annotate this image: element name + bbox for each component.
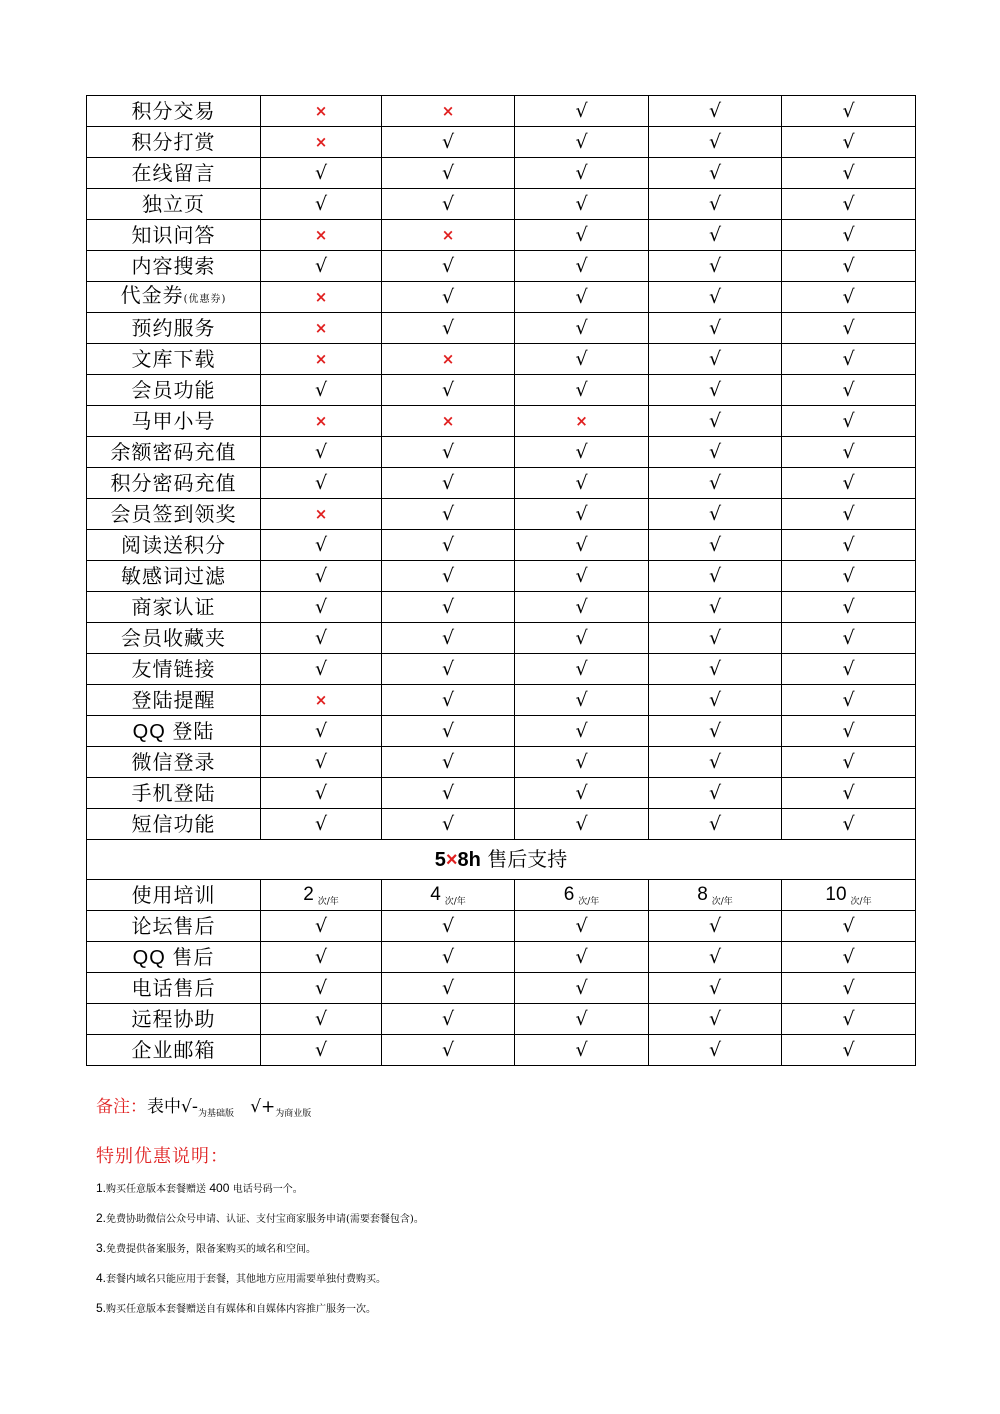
offer-item [96, 1300, 376, 1315]
feature-name [87, 127, 261, 158]
check-icon: √ [649, 809, 782, 840]
offer-item [96, 1210, 424, 1225]
check-icon: √ [261, 911, 382, 942]
check-icon: √ [649, 189, 782, 220]
check-icon: √ [782, 685, 916, 716]
feature-name-text: 文库下载 [131, 347, 216, 371]
feature-name-text: 远程协助 [131, 1007, 216, 1031]
check-icon: √ [261, 592, 382, 623]
check-icon: √ [515, 592, 649, 623]
check-icon: √ [515, 778, 649, 809]
check-icon: √ [382, 530, 515, 561]
check-icon: √ [261, 654, 382, 685]
check-icon: √ [782, 127, 916, 158]
offer-text: 购买任意版本套餐赠送自有媒体和自媒体内容推广服务一次。 [106, 1304, 377, 1315]
check-icon: √ [515, 654, 649, 685]
feature-name-text: 短信功能 [131, 812, 216, 836]
offer-text: 套餐内域名只能应用于套餐，其他地方应用需要单独付费购买。 [106, 1274, 387, 1285]
table-row [87, 592, 916, 623]
cross-icon: × [382, 220, 515, 251]
offer-phone-number: 400 [206, 1181, 233, 1195]
check-icon: √ [782, 313, 916, 344]
check-icon: √ [382, 809, 515, 840]
check-icon: √ [261, 778, 382, 809]
check-icon: √ [382, 251, 515, 282]
feature-name-text: 登陆 [172, 718, 215, 743]
table-row [87, 158, 916, 189]
business-desc: 为商业版 [275, 1109, 312, 1119]
training-unit: 次/年 [444, 896, 466, 907]
check-icon: √ [382, 189, 515, 220]
check-icon: √ [782, 96, 916, 127]
feature-name-prefix: QQ [132, 720, 173, 743]
table-row [87, 96, 916, 127]
check-icon: √ [782, 623, 916, 654]
training-unit: 次/年 [850, 896, 872, 907]
check-icon: √ [261, 942, 382, 973]
table-row [87, 1035, 916, 1066]
note-line [96, 1092, 311, 1117]
check-icon: √ [782, 158, 916, 189]
offer-text: 免费提供备案服务，限备案购买的域名和空间。 [106, 1244, 317, 1255]
support-hours [435, 849, 481, 871]
check-icon: √ [261, 623, 382, 654]
feature-name [87, 685, 261, 716]
table-row [87, 127, 916, 158]
table-row [87, 220, 916, 251]
feature-name-text: 会员收藏夹 [121, 626, 226, 650]
check-icon: √ [649, 375, 782, 406]
feature-name [87, 809, 261, 840]
support-hours-value: 8h [457, 849, 481, 871]
basic-mark-icon: √- [181, 1097, 198, 1117]
offer-item [96, 1270, 386, 1285]
feature-name-text: 电话售后 [131, 976, 216, 1000]
check-icon: √ [782, 406, 916, 437]
cross-icon: × [382, 406, 515, 437]
check-icon: √ [782, 911, 916, 942]
cross-icon: × [261, 220, 382, 251]
feature-name-prefix: QQ [132, 946, 173, 969]
cross-icon: × [261, 499, 382, 530]
check-icon: √ [515, 189, 649, 220]
feature-comparison-table [86, 95, 916, 1066]
feature-name [87, 344, 261, 375]
offer-number: 3. [96, 1241, 107, 1255]
check-icon: √ [382, 127, 515, 158]
check-icon: √ [515, 127, 649, 158]
table-row [87, 973, 916, 1004]
cross-icon: × [382, 344, 515, 375]
check-icon: √ [382, 592, 515, 623]
check-icon: √ [649, 716, 782, 747]
table-row [87, 344, 916, 375]
table-row [87, 747, 916, 778]
training-unit: 次/年 [578, 896, 600, 907]
check-icon: √ [782, 778, 916, 809]
check-icon: √ [649, 344, 782, 375]
note-text: 表中 [147, 1097, 181, 1117]
feature-name-sub: (优惠券) [183, 293, 227, 305]
table-row [87, 561, 916, 592]
check-icon: √ [782, 716, 916, 747]
feature-name-text: 论坛售后 [131, 914, 216, 938]
feature-name-text: 阅读送积分 [121, 533, 226, 557]
feature-name [87, 530, 261, 561]
check-icon: √ [382, 468, 515, 499]
check-icon: √ [649, 96, 782, 127]
check-icon: √ [649, 406, 782, 437]
check-icon: √ [382, 973, 515, 1004]
check-icon: √ [515, 530, 649, 561]
training-count [261, 880, 382, 911]
table-row [87, 809, 916, 840]
check-icon: √ [261, 973, 382, 1004]
check-icon: √ [515, 251, 649, 282]
feature-name [87, 623, 261, 654]
training-row [87, 880, 916, 911]
support-section-text: 售后支持 [480, 847, 568, 871]
check-icon: √ [515, 911, 649, 942]
feature-name-text: 余额密码充值 [110, 440, 237, 464]
feature-name-text: 微信登录 [131, 750, 216, 774]
feature-name-text: 代金券 [120, 282, 184, 307]
check-icon: √ [649, 623, 782, 654]
check-icon: √ [261, 437, 382, 468]
cross-icon: × [261, 282, 382, 313]
note-label: 备注： [96, 1097, 147, 1117]
training-number: 10 [825, 883, 847, 905]
check-icon: √ [515, 468, 649, 499]
training-unit: 次/年 [711, 896, 733, 907]
cross-icon: × [261, 313, 382, 344]
feature-name [87, 654, 261, 685]
check-icon: √ [782, 375, 916, 406]
check-icon: √ [261, 716, 382, 747]
feature-name-text: 预约服务 [131, 316, 216, 340]
cross-icon: × [261, 127, 382, 158]
section-row [87, 840, 916, 880]
cross-icon: × [261, 406, 382, 437]
check-icon: √ [782, 437, 916, 468]
feature-name [87, 778, 261, 809]
feature-name-text: 企业邮箱 [131, 1038, 216, 1062]
check-icon: √ [782, 251, 916, 282]
check-icon: √ [782, 942, 916, 973]
feature-name-text: 会员功能 [131, 378, 216, 402]
check-icon: √ [515, 809, 649, 840]
feature-name [87, 716, 261, 747]
feature-name-text: 商家认证 [131, 595, 216, 619]
feature-name-text: 在线留言 [131, 161, 216, 185]
feature-name-text: 会员签到领奖 [110, 502, 237, 526]
feature-name [87, 313, 261, 344]
check-icon: √ [515, 561, 649, 592]
check-icon: √ [649, 778, 782, 809]
check-icon: √ [515, 942, 649, 973]
check-icon: √ [382, 437, 515, 468]
check-icon: √ [782, 973, 916, 1004]
training-number: 4 [430, 883, 441, 905]
cross-icon: × [261, 96, 382, 127]
check-icon: √ [649, 127, 782, 158]
feature-name-text: 积分交易 [131, 99, 216, 123]
check-icon: √ [382, 942, 515, 973]
check-icon: √ [515, 1035, 649, 1066]
check-icon: √ [382, 313, 515, 344]
feature-name-text: 友情链接 [131, 657, 216, 681]
feature-name [87, 942, 261, 973]
support-section-header [87, 840, 916, 880]
check-icon: √ [382, 561, 515, 592]
cross-icon: × [382, 96, 515, 127]
table-row [87, 499, 916, 530]
feature-name [87, 468, 261, 499]
check-icon: √ [515, 747, 649, 778]
table-body [87, 96, 916, 1066]
table-row [87, 282, 916, 313]
table-row [87, 375, 916, 406]
table-row [87, 1004, 916, 1035]
cross-icon: × [261, 685, 382, 716]
check-icon: √ [515, 375, 649, 406]
check-icon: √ [649, 747, 782, 778]
feature-name-text: 登陆提醒 [131, 688, 216, 712]
check-icon: √ [382, 623, 515, 654]
check-icon: √ [782, 654, 916, 685]
feature-name-text: 手机登陆 [131, 781, 216, 805]
check-icon: √ [649, 685, 782, 716]
table-row [87, 313, 916, 344]
check-icon: √ [515, 96, 649, 127]
offer-text: 免费协助微信公众号申请、认证、支付宝商家服务申请(需要套餐包含)。 [106, 1214, 424, 1225]
check-icon: √ [649, 1035, 782, 1066]
check-icon: √ [649, 499, 782, 530]
check-icon: √ [782, 747, 916, 778]
table-row [87, 437, 916, 468]
check-icon: √ [261, 809, 382, 840]
training-number: 6 [563, 883, 575, 905]
table-row [87, 778, 916, 809]
table-row [87, 189, 916, 220]
feature-name [87, 561, 261, 592]
check-icon: √ [261, 530, 382, 561]
feature-name-text: 知识问答 [131, 223, 216, 247]
training-count [382, 880, 515, 911]
training-unit: 次/年 [317, 896, 339, 907]
check-icon: √ [382, 375, 515, 406]
check-icon: √ [515, 973, 649, 1004]
feature-name [87, 406, 261, 437]
special-offer-title: 特别优惠说明： [96, 1146, 229, 1167]
feature-name [87, 251, 261, 282]
check-icon: √ [649, 220, 782, 251]
table-row [87, 654, 916, 685]
feature-name [87, 911, 261, 942]
check-icon: √ [261, 1004, 382, 1035]
check-icon: √ [261, 158, 382, 189]
offer-number: 5. [96, 1301, 107, 1315]
offer-number: 1. [96, 1181, 107, 1195]
check-icon: √ [382, 1035, 515, 1066]
check-icon: √ [515, 437, 649, 468]
check-icon: √ [261, 468, 382, 499]
check-icon: √ [782, 1004, 916, 1035]
check-icon: √ [261, 1035, 382, 1066]
offer-text-tail: 电话号码一个。 [232, 1184, 303, 1195]
check-icon: √ [782, 189, 916, 220]
check-icon: √ [261, 189, 382, 220]
times-sign: × [445, 849, 458, 871]
check-icon: √ [515, 1004, 649, 1035]
feature-name [87, 747, 261, 778]
feature-name [87, 375, 261, 406]
check-icon: √ [382, 158, 515, 189]
check-icon: √ [382, 911, 515, 942]
check-icon: √ [649, 942, 782, 973]
check-icon: √ [782, 592, 916, 623]
feature-name [87, 1035, 261, 1066]
table-row [87, 251, 916, 282]
check-icon: √ [649, 561, 782, 592]
feature-name [87, 189, 261, 220]
table-row [87, 685, 916, 716]
check-icon: √ [649, 1004, 782, 1035]
check-icon: √ [782, 220, 916, 251]
check-icon: √ [382, 778, 515, 809]
feature-name: 使用培训 [87, 880, 261, 911]
check-icon: √ [649, 251, 782, 282]
check-icon: √ [649, 437, 782, 468]
check-icon: √ [515, 282, 649, 313]
feature-name-text: 积分密码充值 [110, 471, 237, 495]
offer-item [96, 1240, 316, 1255]
training-count [782, 880, 916, 911]
check-icon: √ [782, 530, 916, 561]
check-icon: √ [382, 685, 515, 716]
feature-name-text: 独立页 [142, 192, 205, 216]
check-icon: √ [382, 282, 515, 313]
table-row [87, 942, 916, 973]
check-icon: √ [261, 251, 382, 282]
check-icon: √ [649, 973, 782, 1004]
cross-icon: × [515, 406, 649, 437]
feature-name-text: 马甲小号 [131, 409, 216, 433]
feature-name [87, 1004, 261, 1035]
feature-name [87, 158, 261, 189]
feature-name [87, 96, 261, 127]
training-count [515, 880, 649, 911]
check-icon: √ [261, 747, 382, 778]
check-icon: √ [782, 1035, 916, 1066]
support-days: 5 [434, 849, 446, 871]
check-icon: √ [515, 313, 649, 344]
check-icon: √ [782, 282, 916, 313]
check-icon: √ [515, 716, 649, 747]
check-icon: √ [782, 468, 916, 499]
offer-item [96, 1180, 303, 1195]
training-number: 8 [697, 883, 708, 905]
check-icon: √ [649, 158, 782, 189]
offer-number: 2. [96, 1211, 107, 1225]
check-icon: √ [649, 282, 782, 313]
basic-desc: 为基础版 [197, 1109, 234, 1119]
feature-name-text: 内容搜索 [131, 254, 216, 278]
table-row [87, 406, 916, 437]
check-icon: √ [515, 623, 649, 654]
check-icon: √ [382, 499, 515, 530]
check-icon: √ [382, 1004, 515, 1035]
feature-name-text: 售后 [172, 944, 215, 969]
check-icon: √ [649, 911, 782, 942]
feature-name [87, 437, 261, 468]
check-icon: √ [649, 313, 782, 344]
check-icon: √ [649, 654, 782, 685]
check-icon: √ [261, 375, 382, 406]
check-icon: √ [515, 499, 649, 530]
training-count [649, 880, 782, 911]
check-icon: √ [649, 530, 782, 561]
business-mark-icon: √+ [250, 1097, 276, 1117]
feature-name [87, 220, 261, 251]
table-row [87, 530, 916, 561]
feature-name-text: 敏感词过滤 [121, 564, 226, 588]
table-row [87, 911, 916, 942]
check-icon: √ [515, 344, 649, 375]
feature-name [87, 973, 261, 1004]
feature-name [87, 592, 261, 623]
check-icon: √ [649, 468, 782, 499]
check-icon: √ [649, 592, 782, 623]
check-icon: √ [515, 158, 649, 189]
check-icon: √ [782, 344, 916, 375]
table-row [87, 623, 916, 654]
check-icon: √ [382, 747, 515, 778]
table-row [87, 716, 916, 747]
training-number: 2 [303, 883, 314, 905]
offer-text: 购买任意版本套餐赠送 [106, 1184, 207, 1195]
check-icon: √ [261, 561, 382, 592]
check-icon: √ [782, 499, 916, 530]
check-icon: √ [782, 809, 916, 840]
cross-icon: × [261, 344, 382, 375]
check-icon: √ [782, 561, 916, 592]
check-icon: √ [382, 654, 515, 685]
feature-name [87, 282, 261, 313]
check-icon: √ [382, 716, 515, 747]
offer-number: 4. [96, 1271, 107, 1285]
table-row [87, 468, 916, 499]
check-icon: √ [515, 220, 649, 251]
check-icon: √ [515, 685, 649, 716]
feature-name [87, 499, 261, 530]
feature-name-text: 积分打赏 [131, 130, 216, 154]
